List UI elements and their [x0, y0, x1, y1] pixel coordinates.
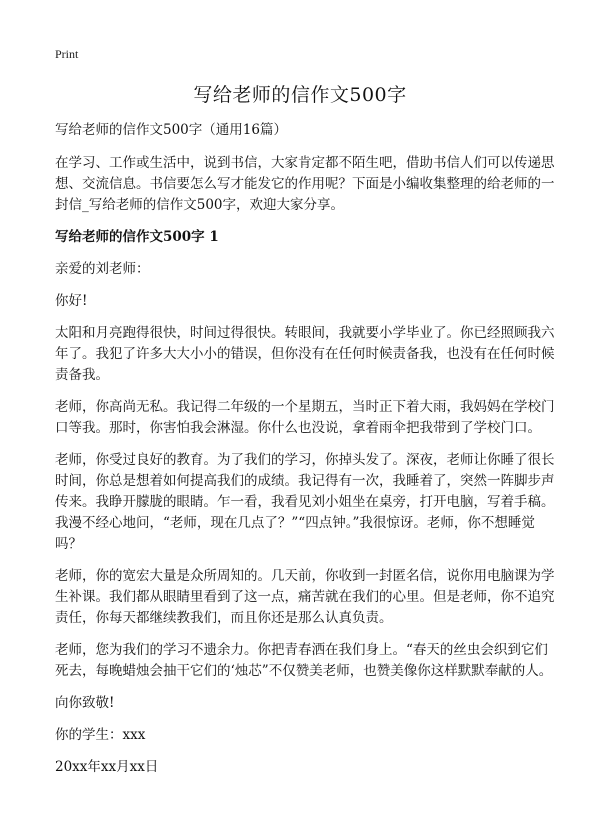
letter-salutation: 亲爱的刘老师：: [55, 261, 150, 277]
letter-paragraph: 老师，你高尚无私。我记得二年级的一个星期五，当时正下着大雨，我妈妈在学校门口等我。那时，你害怕我会淋湿。你什么也没说，拿着雨伞把我带到了学校门口。: [55, 399, 555, 436]
letter-paragraph: 老师，你的宽宏大量是众所周知的。几天前，你收到一封匿名信，说你用电脑课为学生补课。我们都从眼睛里看到了这一点，痛苦就在我们的心里。但是老师，你不追究责任，你每天都继续教我们，而且你还是那么认真负责。: [55, 568, 555, 626]
section-heading: 写给老师的信作文500字 1: [55, 229, 219, 245]
letter-paragraph: 老师，你受过良好的教育。为了我们的学习，你掉头发了。深夜，老师让你睡了很长时间，你总是想着如何提高我们的成绩。我记得有一次，我睡着了，突然一阵脚步声传来。我睁开朦胧的眼睛。乍一看，我看见刘小姐坐在桌旁，打开电脑，写着手稿。我漫不经心地问，“老师，现在几点了？”“四点钟。”我很惊讶。老师，你不想睡觉吗？: [55, 452, 555, 552]
page-title: 写给老师的信作文500字: [193, 84, 407, 106]
letter-signature: 你的学生：xxx: [55, 727, 146, 743]
letter-paragraph: 太阳和月亮跑得很快，时间过得很快。转眼间，我就要小学毕业了。你已经照顾我六年了。我犯了许多大大小小的错误，但你没有在任何时候责备我，也没有在任何时候责备我。: [55, 325, 555, 383]
letter-paragraph: 老师，您为我们的学习不遗余力。你把青春洒在我们身上。“春天的丝虫会织到它们死去，每晚蜡烛会抽干它们的‘烛芯”不仅赞美老师，也赞美像你这样默默奉献的人。: [55, 642, 553, 679]
print-link[interactable]: Print: [55, 47, 79, 61]
intro-paragraph: 在学习、工作或生活中，说到书信，大家肯定都不陌生吧，借助书信人们可以传递思想、交流信息。书信要怎么写才能发它的作用呢？下面是小编收集整理的给老师的一封信_写给老师的信作文500字，欢迎大家分享。: [55, 155, 555, 213]
article-subtitle: 写给老师的信作文500字（通用16篇）: [55, 122, 287, 138]
letter-greeting: 你好!: [55, 293, 88, 309]
letter-date: 20xx年xx月xx日: [55, 759, 159, 775]
letter-closing: 向你致敬!: [55, 695, 115, 711]
article-body: [55, 120, 555, 789]
